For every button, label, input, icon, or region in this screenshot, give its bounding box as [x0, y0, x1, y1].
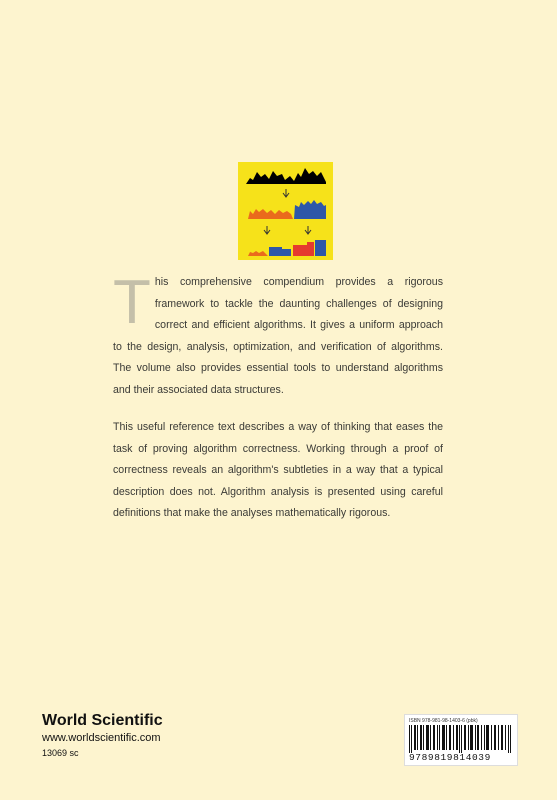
- blurb-paragraph-2: This useful reference text describes a way of thinking that eases the task of proving algorithm correctness. Working through a proof of correctness reveals an algorithm's subtleties in a way that a typical description does not. Algorithm analysis is presented using careful definitions that make the analyses mathematically rigorous.: [113, 421, 443, 519]
- red-bar: [307, 242, 314, 256]
- publisher-name: World Scientific: [42, 712, 163, 729]
- isbn-label: ISBN 978-981-98-1403-6 (pbk): [409, 718, 478, 724]
- blurb-paragraph-1: [113, 268, 443, 401]
- red-bar: [293, 245, 307, 256]
- isbn-barcode: [404, 714, 518, 766]
- isbn-number: 9789819814039: [409, 752, 491, 763]
- publisher-website: www.worldscientific.com: [42, 732, 161, 744]
- drop-cap: T: [113, 268, 151, 337]
- cover-logo-graphic: [238, 162, 333, 260]
- blue-bar: [315, 240, 326, 256]
- blue-bar: [282, 249, 291, 256]
- blurb-text-1: his comprehensive compendium provides a rigorous framework to tackle the daunting challenges of designing correct and efficient algorithms. It gives a uniform approach to the design, analysis, optimization, and verification of algorithms. The volume also provides essential tools to understand algorithms and their associated data structures.: [113, 276, 443, 396]
- barcode-bars: [409, 725, 513, 753]
- product-code: 13069 sc: [42, 748, 79, 758]
- blue-bar: [269, 247, 282, 256]
